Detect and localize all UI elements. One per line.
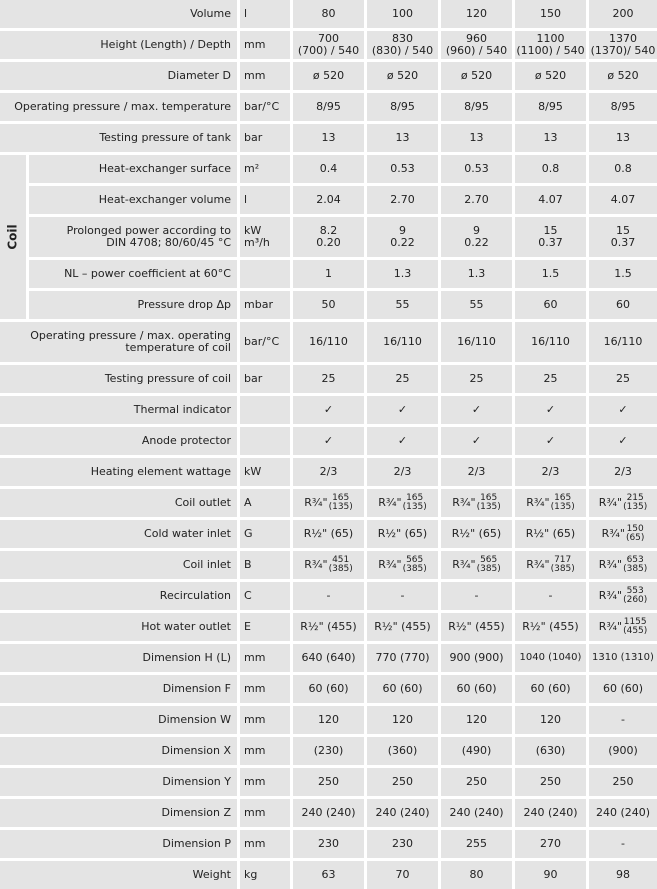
value-cell: 2/3 (293, 458, 364, 486)
value-cell (515, 31, 586, 59)
row-unit (240, 396, 290, 424)
connection-heights (626, 525, 644, 543)
value-cell: 1 (293, 260, 364, 288)
row-unit: mm (240, 31, 290, 59)
height-value-alt: (385) (550, 564, 575, 574)
connection-spec (304, 494, 353, 512)
height-value-alt: (135) (476, 502, 501, 512)
cell-line: (830) / 540 (371, 44, 434, 57)
value-cell: (360) (367, 737, 438, 765)
row-unit: mm (240, 706, 290, 734)
cell-line: 960 (466, 32, 487, 45)
check-icon: ✓ (515, 396, 586, 424)
cell-line: Prolonged power according to (66, 224, 231, 237)
thread-size: R¾" (452, 558, 476, 571)
value-cell: 60 (60) (441, 675, 512, 703)
connection-heights (551, 556, 575, 574)
value-cell: 2.70 (441, 186, 512, 214)
height-value-alt: (455) (623, 626, 648, 636)
value-cell: 100 (367, 0, 438, 28)
value-cell: 13 (441, 124, 512, 152)
row-unit: G (240, 520, 290, 548)
height-value: 165 (480, 493, 498, 503)
value-cell: R½" (455) (293, 613, 364, 641)
row-unit: mm (240, 675, 290, 703)
value-cell: 2/3 (589, 458, 657, 486)
cell-line: (700) / 540 (297, 44, 360, 57)
value-cell (589, 217, 657, 257)
connection-spec (452, 556, 501, 574)
value-cell: 250 (441, 768, 512, 796)
row-label: Diameter D (0, 62, 237, 90)
row-unit: B (240, 551, 290, 579)
value-cell: (630) (515, 737, 586, 765)
thread-size: R¾" (526, 558, 550, 571)
row-unit: mm (240, 62, 290, 90)
value-cell: 80 (293, 0, 364, 28)
row-label: Dimension Y (0, 768, 237, 796)
value-cell (293, 31, 364, 59)
thread-size: R¾" (304, 558, 328, 571)
value-cell: R½" (455) (515, 613, 586, 641)
thread-size: R¾" (304, 496, 328, 509)
row-unit: mm (240, 830, 290, 858)
row-unit (240, 260, 290, 288)
value-cell: 250 (293, 768, 364, 796)
value-cell: ø 520 (367, 62, 438, 90)
thread-size: R¾" (452, 496, 476, 509)
value-cell: 2/3 (515, 458, 586, 486)
value-cell: 120 (441, 0, 512, 28)
value-cell (515, 551, 586, 579)
connection-heights (623, 587, 647, 605)
value-cell: 8/95 (589, 93, 657, 121)
value-cell: 250 (589, 768, 657, 796)
connection-heights (477, 556, 501, 574)
connection-spec (378, 494, 427, 512)
check-icon: ✓ (367, 396, 438, 424)
value-cell: R½" (65) (515, 520, 586, 548)
connection-heights (329, 494, 353, 512)
value-cell: ø 520 (441, 62, 512, 90)
connection-heights (403, 494, 427, 512)
value-cell: 98 (589, 861, 657, 889)
value-cell (589, 489, 657, 517)
connection-spec (452, 494, 501, 512)
connection-heights (403, 556, 427, 574)
connection-spec (599, 556, 648, 574)
row-unit: kW (240, 458, 290, 486)
value-cell (441, 31, 512, 59)
value-cell: 25 (293, 365, 364, 393)
value-cell: 60 (60) (367, 675, 438, 703)
height-value: 451 (332, 555, 350, 565)
value-cell: 16/110 (441, 322, 512, 362)
row-unit: bar/°C (240, 93, 290, 121)
row-label: Coil inlet (0, 551, 237, 579)
row-unit: A (240, 489, 290, 517)
value-cell: 60 (60) (589, 675, 657, 703)
height-value: 215 (626, 493, 644, 503)
cell-line: DIN 4708; 80/60/45 °C (106, 236, 231, 249)
value-cell: (230) (293, 737, 364, 765)
value-cell (589, 551, 657, 579)
row-label: Hot water outlet (0, 613, 237, 641)
row-label: Recirculation (0, 582, 237, 610)
connection-spec (526, 494, 575, 512)
height-value-alt: (65) (625, 533, 645, 543)
value-cell: - (515, 582, 586, 610)
value-cell: 4.07 (515, 186, 586, 214)
value-cell: 250 (367, 768, 438, 796)
value-cell: 8/95 (293, 93, 364, 121)
cell-line: 1100 (536, 32, 565, 45)
value-cell: 90 (515, 861, 586, 889)
row-unit: mm (240, 799, 290, 827)
value-cell: - (367, 582, 438, 610)
value-cell: 240 (240) (441, 799, 512, 827)
row-label: Cold water inlet (0, 520, 237, 548)
row-label: Heat-exchanger volume (29, 186, 237, 214)
value-cell: 120 (367, 706, 438, 734)
value-cell: R½" (65) (441, 520, 512, 548)
cell-line: 15 (543, 224, 558, 237)
value-cell: 63 (293, 861, 364, 889)
cell-line: 9 (399, 224, 406, 237)
height-value: 165 (332, 493, 350, 503)
height-value-alt: (385) (623, 564, 648, 574)
row-unit (240, 427, 290, 455)
cell-line: 700 (318, 32, 339, 45)
value-cell (293, 551, 364, 579)
height-value: 553 (626, 586, 644, 596)
cell-line: 15 (616, 224, 630, 237)
row-label (0, 322, 237, 362)
value-cell: 0.53 (441, 155, 512, 183)
cell-line: (1100) / 540 (516, 44, 585, 57)
row-unit: mm (240, 737, 290, 765)
value-cell: - (441, 582, 512, 610)
value-cell: 2.04 (293, 186, 364, 214)
value-cell: 1.5 (515, 260, 586, 288)
thread-size: R¾" (601, 527, 625, 540)
cell-line: (960) / 540 (445, 44, 508, 57)
row-unit (240, 217, 290, 257)
cell-line: 0.22 (464, 236, 489, 249)
thread-size: R¾" (378, 558, 402, 571)
value-cell: ø 520 (589, 62, 657, 90)
value-cell: 4.07 (589, 186, 657, 214)
connection-heights (623, 494, 647, 512)
value-cell: 1310 (1310) (589, 644, 657, 672)
value-cell: 16/110 (515, 322, 586, 362)
height-value: 565 (480, 555, 498, 565)
value-cell: 13 (515, 124, 586, 152)
check-icon: ✓ (293, 427, 364, 455)
value-cell: 8/95 (367, 93, 438, 121)
value-cell: 25 (441, 365, 512, 393)
height-value-alt: (385) (402, 564, 427, 574)
cell-line: (1370)/ 540 (590, 44, 656, 57)
value-cell (293, 489, 364, 517)
connection-spec (378, 556, 427, 574)
value-cell: 240 (240) (589, 799, 657, 827)
row-unit: bar (240, 124, 290, 152)
value-cell: 70 (367, 861, 438, 889)
height-value: 165 (406, 493, 424, 503)
value-cell: 60 (60) (515, 675, 586, 703)
row-label (29, 217, 237, 257)
row-label: Heat-exchanger surface (29, 155, 237, 183)
row-label: Volume (0, 0, 237, 28)
row-unit: C (240, 582, 290, 610)
connection-spec (526, 556, 575, 574)
check-icon: ✓ (293, 396, 364, 424)
value-cell: 2/3 (367, 458, 438, 486)
cell-line: Operating pressure / max. operating (30, 329, 231, 342)
value-cell: 60 (515, 291, 586, 319)
row-label: Weight (0, 861, 237, 889)
height-value: 1155 (623, 617, 647, 627)
connection-spec (599, 618, 648, 636)
value-cell: 60 (60) (293, 675, 364, 703)
row-label: Testing pressure of tank (0, 124, 237, 152)
value-cell: 60 (589, 291, 657, 319)
value-cell: 120 (515, 706, 586, 734)
connection-spec (599, 587, 648, 605)
value-cell (441, 551, 512, 579)
value-cell: 250 (515, 768, 586, 796)
height-value: 150 (626, 524, 644, 534)
height-value: 717 (554, 555, 572, 565)
check-icon: ✓ (441, 396, 512, 424)
check-icon: ✓ (441, 427, 512, 455)
value-cell (515, 489, 586, 517)
value-cell: 240 (240) (367, 799, 438, 827)
thread-size: R¾" (598, 558, 623, 571)
value-cell (367, 31, 438, 59)
cell-line: m³/h (244, 236, 270, 249)
cell-line: temperature of coil (125, 341, 231, 354)
value-cell: 230 (367, 830, 438, 858)
cell-line: 9 (473, 224, 480, 237)
value-cell: 200 (589, 0, 657, 28)
cell-line: 0.37 (538, 236, 563, 249)
value-cell: 2/3 (441, 458, 512, 486)
height-value-alt: (260) (623, 595, 648, 605)
value-cell: R½" (455) (367, 613, 438, 641)
value-cell: 25 (367, 365, 438, 393)
row-label: Operating pressure / max. temperature (0, 93, 237, 121)
value-cell: 55 (441, 291, 512, 319)
value-cell (589, 520, 657, 548)
value-cell (367, 551, 438, 579)
value-cell: 8/95 (515, 93, 586, 121)
value-cell: 16/110 (293, 322, 364, 362)
row-unit: l (240, 186, 290, 214)
connection-heights (623, 556, 647, 574)
value-cell (589, 613, 657, 641)
value-cell: 120 (293, 706, 364, 734)
row-unit: kg (240, 861, 290, 889)
value-cell: 0.8 (589, 155, 657, 183)
row-unit: mm (240, 644, 290, 672)
value-cell: 25 (515, 365, 586, 393)
cell-line: 0.37 (610, 236, 636, 249)
row-unit: E (240, 613, 290, 641)
value-cell (515, 217, 586, 257)
height-value: 165 (554, 493, 572, 503)
value-cell: 80 (441, 861, 512, 889)
value-cell: - (293, 582, 364, 610)
value-cell: 0.4 (293, 155, 364, 183)
value-cell: 13 (367, 124, 438, 152)
row-label: Dimension F (0, 675, 237, 703)
value-cell (589, 31, 657, 59)
value-cell: 1.3 (441, 260, 512, 288)
value-cell: ø 520 (515, 62, 586, 90)
connection-heights (623, 618, 647, 636)
row-label: Dimension Z (0, 799, 237, 827)
row-label: Dimension P (0, 830, 237, 858)
value-cell: - (589, 706, 657, 734)
value-cell: 55 (367, 291, 438, 319)
row-label: Dimension W (0, 706, 237, 734)
coil-group-label (0, 155, 26, 319)
row-label: Heating element wattage (0, 458, 237, 486)
value-cell: 270 (515, 830, 586, 858)
value-cell: 2.70 (367, 186, 438, 214)
thread-size: R¾" (598, 496, 623, 509)
height-value-alt: (385) (476, 564, 501, 574)
cell-line: kW (244, 224, 262, 237)
value-cell (589, 582, 657, 610)
connection-spec (602, 525, 645, 543)
value-cell: R½" (65) (367, 520, 438, 548)
row-unit: bar (240, 365, 290, 393)
height-value-alt: (135) (328, 502, 353, 512)
value-cell (293, 217, 364, 257)
value-cell: 50 (293, 291, 364, 319)
row-unit: mm (240, 768, 290, 796)
thread-size: R¾" (378, 496, 402, 509)
value-cell (441, 489, 512, 517)
cell-line: 1370 (609, 32, 637, 45)
value-cell: 230 (293, 830, 364, 858)
value-cell: 640 (640) (293, 644, 364, 672)
row-label: Dimension H (L) (0, 644, 237, 672)
row-label: Testing pressure of coil (0, 365, 237, 393)
cell-line: 0.22 (390, 236, 415, 249)
height-value-alt: (135) (402, 502, 427, 512)
value-cell: 13 (293, 124, 364, 152)
connection-heights (551, 494, 575, 512)
connection-heights (477, 494, 501, 512)
value-cell: 13 (589, 124, 657, 152)
cell-line: 0.20 (316, 236, 341, 249)
row-label: Anode protector (0, 427, 237, 455)
row-label: Coil outlet (0, 489, 237, 517)
value-cell: 255 (441, 830, 512, 858)
row-unit: l (240, 0, 290, 28)
row-label: Height (Length) / Depth (0, 31, 237, 59)
cell-line: 830 (392, 32, 413, 45)
height-value: 653 (626, 555, 644, 565)
row-label: Pressure drop Δp (29, 291, 237, 319)
value-cell: R½" (455) (441, 613, 512, 641)
value-cell: (900) (589, 737, 657, 765)
value-cell: 16/110 (367, 322, 438, 362)
value-cell: 1.5 (589, 260, 657, 288)
value-cell: 16/110 (589, 322, 657, 362)
value-cell (367, 217, 438, 257)
value-cell: 8/95 (441, 93, 512, 121)
value-cell: R½" (65) (293, 520, 364, 548)
value-cell (441, 217, 512, 257)
row-unit: m² (240, 155, 290, 183)
value-cell: 0.8 (515, 155, 586, 183)
row-unit: mbar (240, 291, 290, 319)
row-unit: bar/°C (240, 322, 290, 362)
connection-spec (304, 556, 353, 574)
connection-heights (329, 556, 353, 574)
height-value: 565 (406, 555, 424, 565)
value-cell (367, 489, 438, 517)
value-cell: ø 520 (293, 62, 364, 90)
value-cell: 1040 (1040) (515, 644, 586, 672)
value-cell: 150 (515, 0, 586, 28)
value-cell: (490) (441, 737, 512, 765)
row-label: Dimension X (0, 737, 237, 765)
height-value-alt: (135) (550, 502, 575, 512)
value-cell: 25 (589, 365, 657, 393)
value-cell: - (589, 830, 657, 858)
check-icon: ✓ (515, 427, 586, 455)
thread-size: R¾" (526, 496, 550, 509)
check-icon: ✓ (589, 396, 657, 424)
coil-group-text: Coil (6, 224, 20, 250)
row-label: Thermal indicator (0, 396, 237, 424)
value-cell: 1.3 (367, 260, 438, 288)
thread-size: R¾" (598, 620, 623, 633)
cell-line: 8.2 (319, 224, 338, 237)
height-value-alt: (135) (623, 502, 648, 512)
height-value-alt: (385) (328, 564, 353, 574)
connection-spec (599, 494, 648, 512)
check-icon: ✓ (367, 427, 438, 455)
row-label: NL – power coefficient at 60°C (29, 260, 237, 288)
value-cell: 0.53 (367, 155, 438, 183)
value-cell: 770 (770) (367, 644, 438, 672)
thread-size: R¾" (598, 589, 623, 602)
check-icon: ✓ (589, 427, 657, 455)
value-cell: 900 (900) (441, 644, 512, 672)
value-cell: 120 (441, 706, 512, 734)
value-cell: 240 (240) (515, 799, 586, 827)
value-cell: 240 (240) (293, 799, 364, 827)
